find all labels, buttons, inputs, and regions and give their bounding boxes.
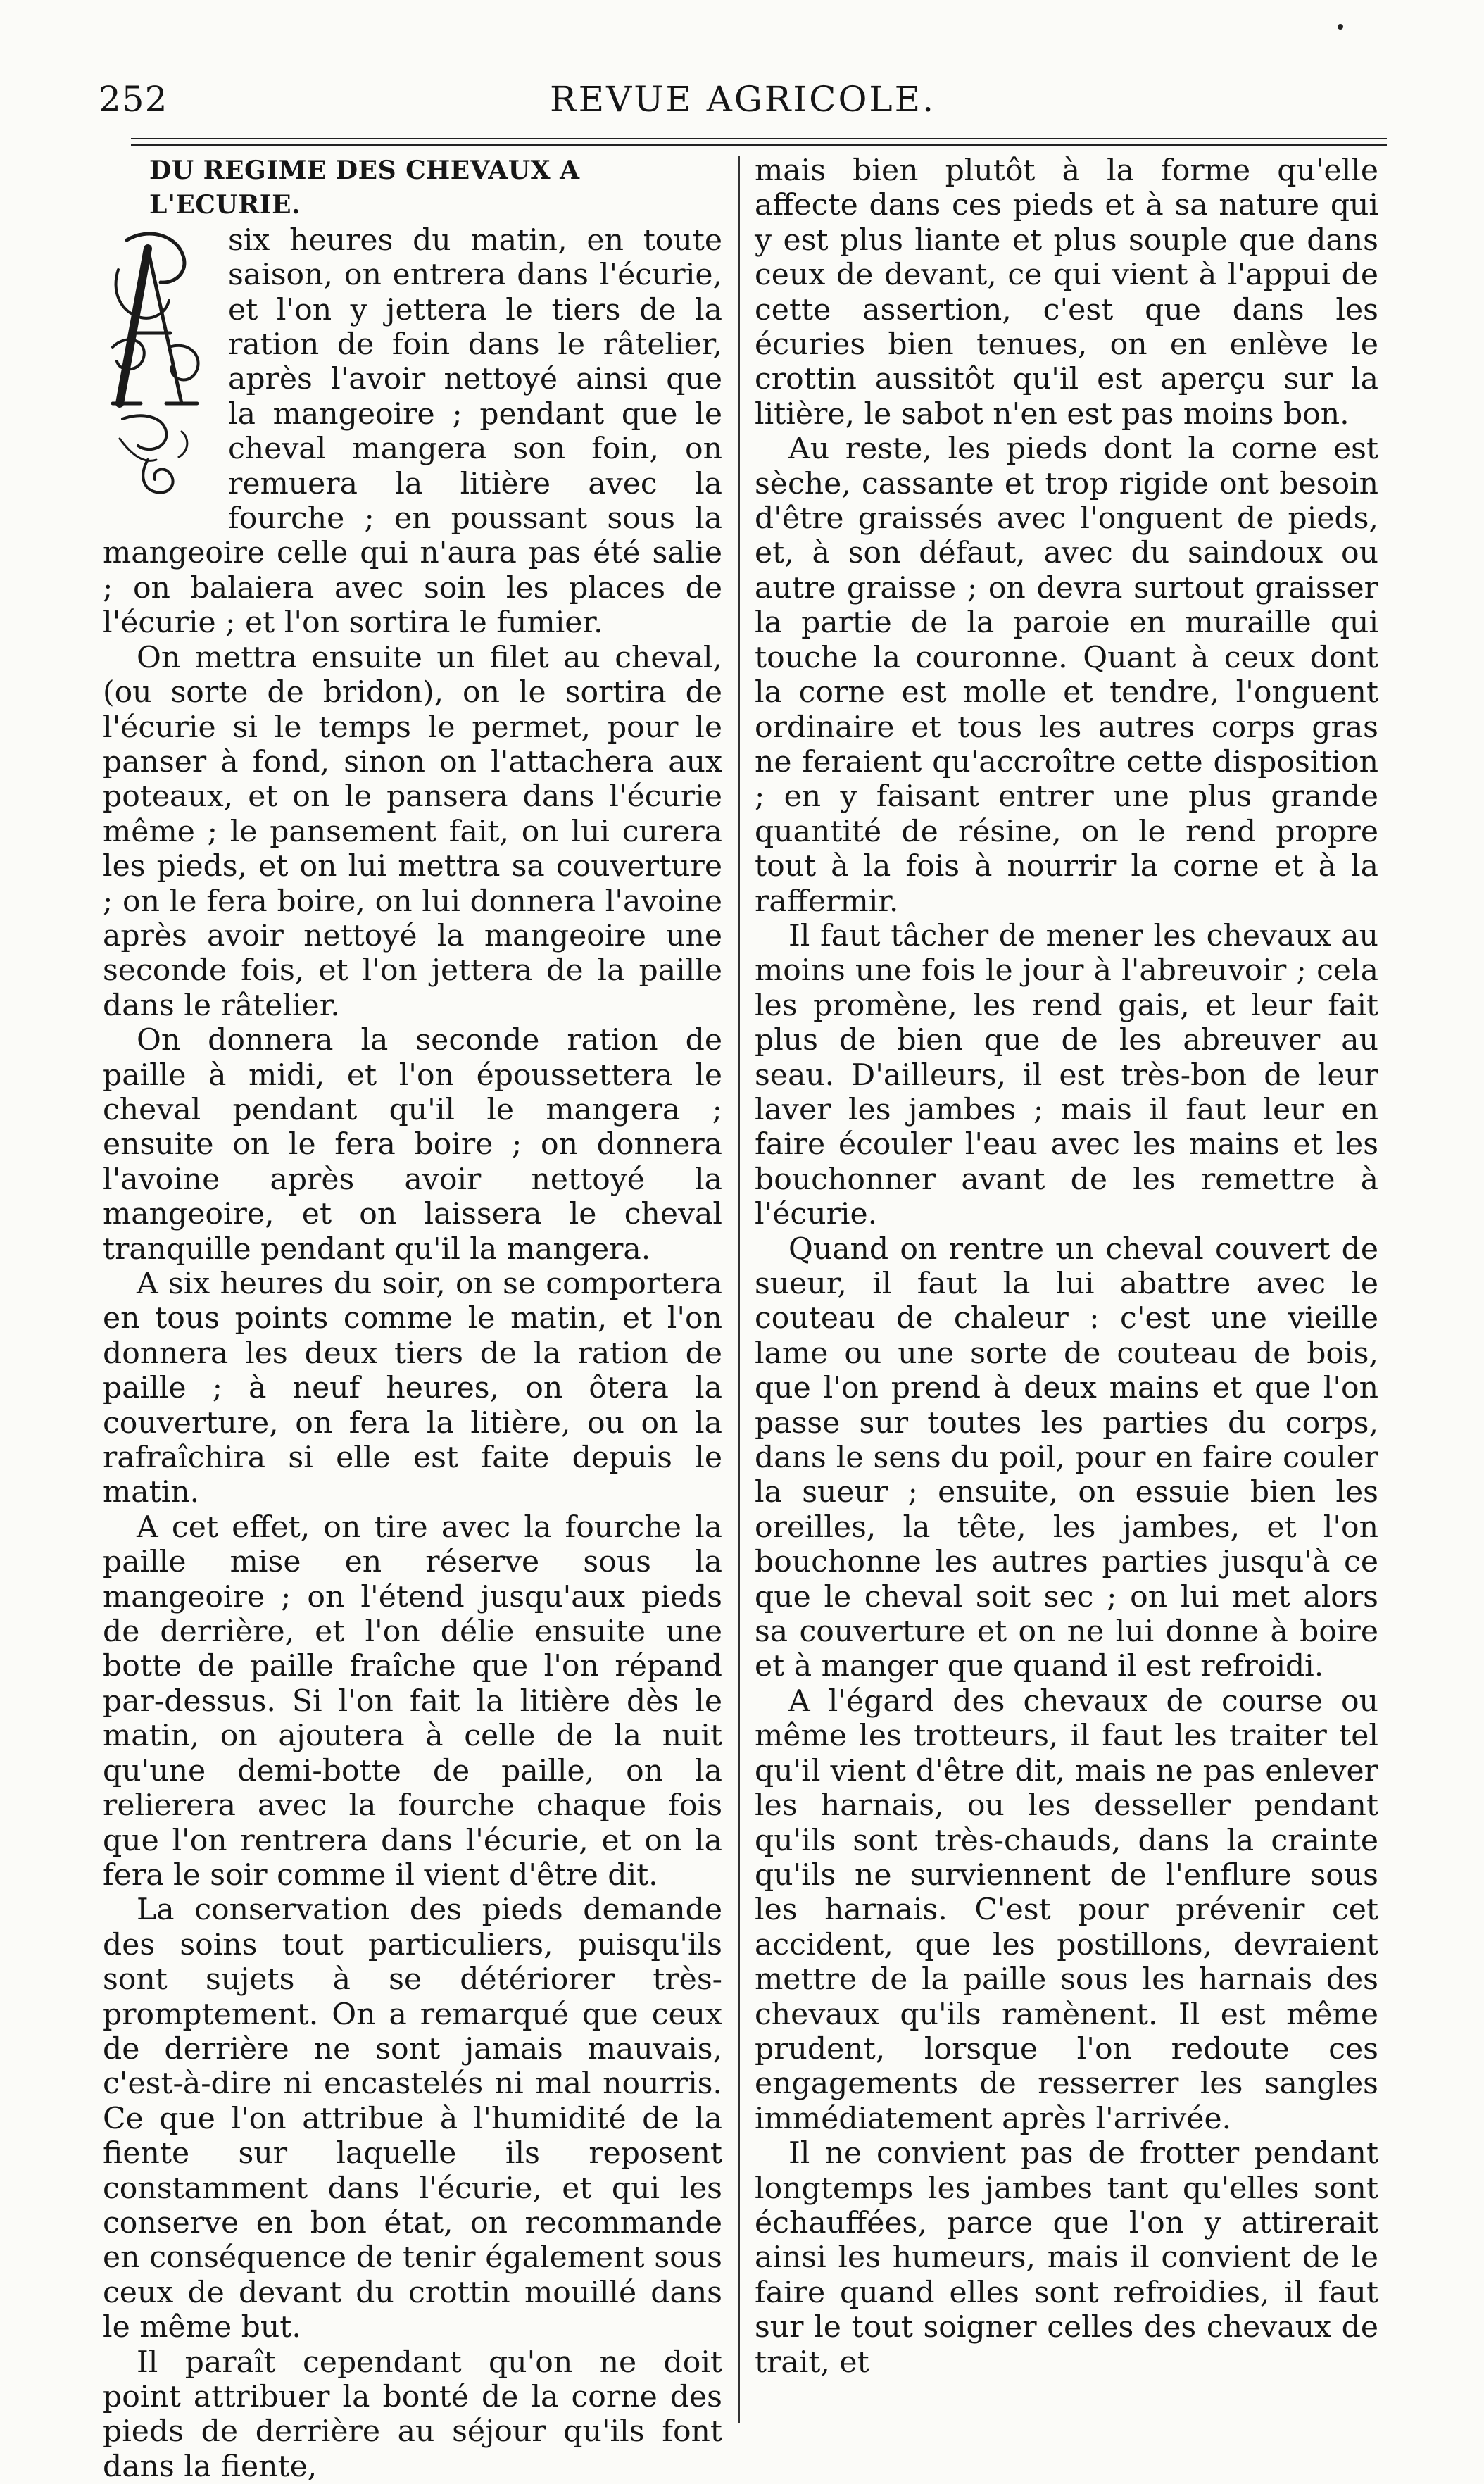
paragraph: On mettra ensuite un filet au cheval, (ou sorte de bridon), on le sortira de l'écurie si le temps le permet, pour le panser à fond, sinon on l'attachera aux poteaux, et on le pansera dans l'écurie même ; le pansement fait, on lui curera les pieds, et on lui mettra sa couverture ; on le fera boire, on lui donnera l'avoine après avoir nettoyé la mangeoire une seconde fois, et l'on jettera de la paille dans le râtelier. <box>103 640 722 1023</box>
paragraph: Il paraît cependant qu'on ne doit point attribuer la bonté de la corne des pieds de derrière au séjour qu'ils font dans la fiente, <box>103 2345 722 2484</box>
ink-speck <box>1338 24 1343 30</box>
paragraph: six heures du matin, en toute saison, on entrera dans l'écurie, et l'on y jettera le tiers de la ration de foin dans le râtelier, après l'avoir nettoyé ainsi que la mangeoire ; pendant que le cheval mangera son foin, on remuera la litière avec la fourche ; en poussant sous la mangeoire celle qui n'aura pas été salie ; on balaiera avec soin les places de l'écurie ; et l'on sortira le fumier. <box>103 222 722 641</box>
header-rule-top <box>131 138 1387 139</box>
paragraph: A l'égard des chevaux de course ou même les trotteurs, il faut les traiter tel qu'il vient d'être dit, mais ne pas enlever les harnais, ou les desseller pendant qu'ils sont très-chauds, dans la crainte qu'ils ne surviennent de l'enflure sous les harnais. C'est pour prévenir cet accident, que les postillons, devraient mettre de la paille sous les harnais des chevaux qu'ils ramènent. Il est même prudent, lorsque l'on redoute ces engagements de resserrer les sangles immédiatement après l'arrivée. <box>755 1683 1378 2136</box>
running-title: REVUE AGRICOLE. <box>549 79 936 120</box>
paragraph: On donnera la seconde ration de paille à midi, et l'on époussettera le cheval pendant qu'il le mangera ; ensuite on le fera boire ; on donnera l'avoine après avoir nettoyé la mangeoire, et on laissera le cheval tranquille pendant qu'il la mangera. <box>103 1023 722 1267</box>
paragraph: Au reste, les pieds dont la corne est sèche, cassante et trop rigide ont besoin d'être graissés avec l'onguent de pieds, et, à son défaut, avec du saindoux ou autre graisse ; on devra surtout graisser la partie de la paroie en muraille qui touche la couronne. Quant à ceux dont la corne est molle et tendre, l'onguent ordinaire et tous les autres corps gras ne feraient qu'accroître cette disposition ; en y faisant entrer une plus grande quantité de résine, on le rend propre tout à la fois à nourrir la corne et à la raffermir. <box>755 432 1378 919</box>
paragraph: Il faut tâcher de mener les chevaux au moins une fois le jour à l'abreuvoir ; cela les promène, les rend gais, et leur fait plus de bien que de les abreuver au seau. D'ailleurs, il est très-bon de leur laver les jambes ; mais il faut leur en faire écouler l'eau avec les mains et les bouchonner avant de les remettre à l'écurie. <box>755 918 1378 1232</box>
paragraph: La conservation des pieds demande des soins tout particuliers, puisqu'ils sont sujets à se détériorer très-promptement. On a remarqué que ceux de derrière ne sont jamais mauvais, c'est-à-dire ni encastelés ni mal nourris. Ce que l'on attribue à l'humidité de la fiente sur laquelle ils reposent constamment dans l'écurie, et qui les conserve en bon état, on recommande en conséquence de tenir également sous ceux de devant du crottin mouillé dans le même but. <box>103 1893 722 2345</box>
right-column <box>755 153 1378 2380</box>
paragraph: mais bien plutôt à la forme qu'elle affecte dans ces pieds et à sa nature qui y est plus liante et plus souple que dans ceux de devant, ce qui vient à l'appui de cette assertion, c'est que dans les écuries bien tenues, on en enlève le crottin aussitôt qu'il est aperçu sur la litière, le sabot n'en est pas moins bon. <box>755 153 1378 432</box>
dropcap-ornament-icon <box>99 227 215 509</box>
page-number: 252 <box>99 79 168 120</box>
article-heading: DU REGIME DES CHEVAUX A L'ECURIE. <box>149 156 580 220</box>
paragraph: A cet effet, on tire avec la fourche la paille mise en réserve sous la mangeoire ; on l'étend jusqu'aux pieds de derrière, et l'on délie ensuite une botte de paille fraîche que l'on répand par-dessus. Si l'on fait la litière dès le matin, on ajoutera à celle de la nuit qu'une demi-botte de paille, on la relierera avec la fourche chaque fois que l'on rentrera dans l'écurie, et on la fera le soir comme il vient d'être dit. <box>103 1510 722 1893</box>
paragraph: Il ne convient pas de frotter pendant longtemps les jambes tant qu'elles sont échauffées, parce que l'on y attirerait ainsi les humeurs, mais il convient de le faire quand elles sont refroidies, il faut sur le tout soigner celles des chevaux de trait, et <box>755 2136 1378 2380</box>
paragraph: Quand on rentre un cheval couvert de sueur, il faut la lui abattre avec le couteau de chaleur : c'est une vieille lame ou une sorte de couteau de bois, que l'on prend à deux mains et que l'on passe sur toutes les parties du corps, dans le sens du poil, pour en faire couler la sueur ; ensuite, on essuie bien les oreilles, la tête, les jambes, et l'on bouchonne les autres parties jusqu'à ce que le cheval soit sec ; on lui met alors sa couverture et on ne lui donne à boire et à manger que quand il est refroidi. <box>755 1231 1378 1684</box>
column-divider <box>738 156 740 2423</box>
ornamental-dropcap <box>99 227 215 509</box>
paragraph: A six heures du soir, on se comportera en tous points comme le matin, et l'on donnera les deux tiers de la ration de paille ; à neuf heures, on ôtera la couverture, on fera la litière, ou on la rafraîchira si elle est faite depuis le matin. <box>103 1267 722 1510</box>
left-column <box>103 153 722 2484</box>
page-header <box>99 76 1387 125</box>
header-rule-bottom <box>131 144 1387 146</box>
